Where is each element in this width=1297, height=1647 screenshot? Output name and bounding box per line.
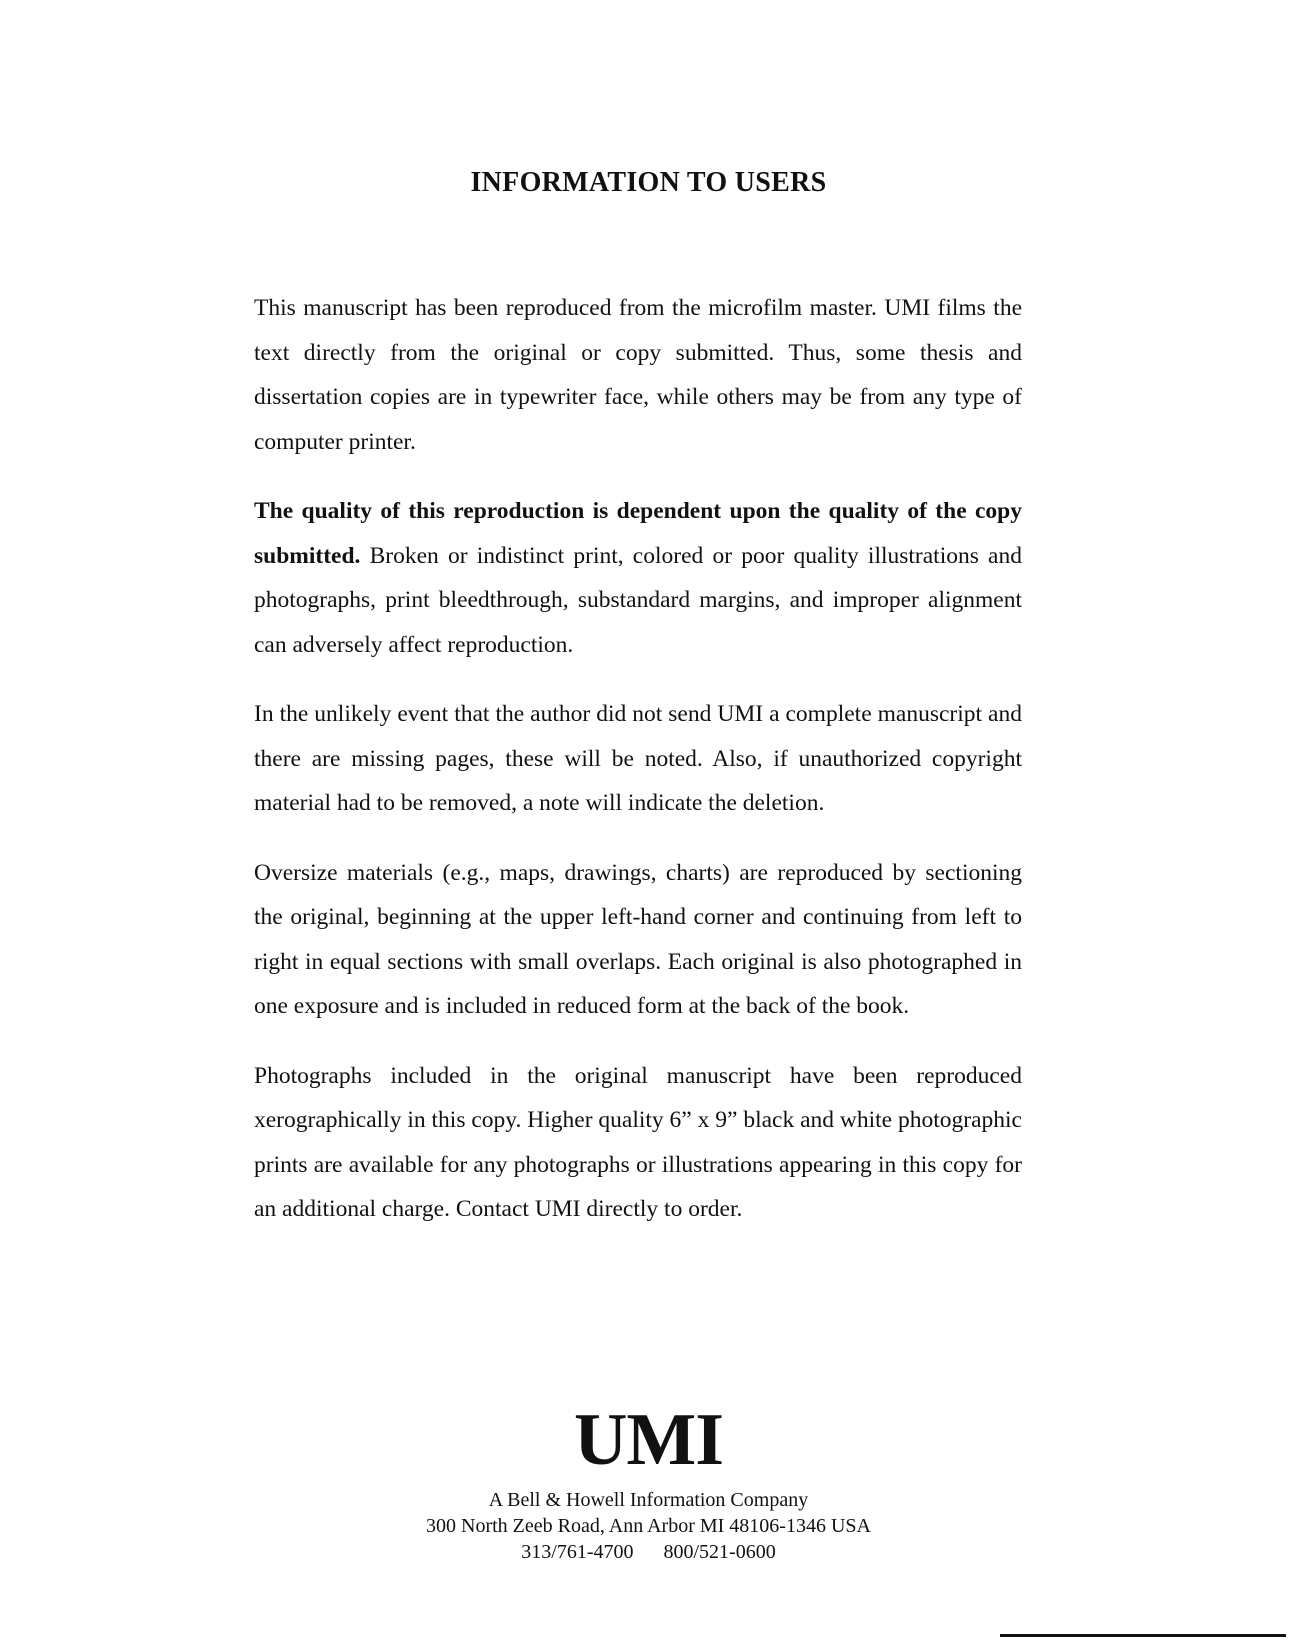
paragraph-missing-pages <box>254 692 1022 826</box>
paragraph-text: This manuscript has been reproduced from the microfilm master. UMI films the text directly from the original or copy submitted. Thus, some thesis and dissertation copies are in typewriter face, while others may be from any type of computer printer. <box>254 295 1022 455</box>
paragraph-photographs <box>254 1054 1022 1232</box>
umi-logo: UMI <box>573 1399 724 1481</box>
phone-numbers <box>0 1539 1297 1565</box>
company-address: 300 North Zeeb Road, Ann Arbor MI 48106-1346 USA <box>426 1515 871 1537</box>
paragraph-text: Broken or indistinct print, colored or poor quality illustrations and photographs, print bleedthrough, substandard margins, and improper alignment can adversely affect reproduction. <box>254 542 1022 658</box>
page-title: INFORMATION TO USERS <box>470 167 827 198</box>
paragraph-bold-lead: The quality of this reproduction is dependent upon the quality of the copy submitted. <box>254 498 1022 569</box>
company-name: A Bell & Howell Information Company <box>488 1489 809 1511</box>
paragraph-text: In the unlikely event that the author did not send UMI a complete manuscript and there are missing pages, these will be noted. Also, if unauthorized copyright material had to be removed, a note will indicate the deletion. <box>254 701 1022 816</box>
paragraph-microfilm <box>254 286 1022 464</box>
body-text <box>254 286 1022 1257</box>
paragraph-text: Oversize materials (e.g., maps, drawings, charts) are reproduced by sectioning the original, beginning at the upper left-hand corner and continuing from left to right in equal sections with small overlaps. Each original is also photographed in one exposure and is included in reduced form at the back of the book. <box>254 859 1022 1019</box>
phone-number-1: 313/761-4700 <box>521 1541 634 1563</box>
corner-rule <box>1000 1634 1286 1637</box>
paragraph-quality <box>254 489 1022 667</box>
publisher-footer <box>0 1487 1297 1565</box>
paragraph-text: Photographs included in the original manuscript have been reproduced xerographically in this copy. Higher quality 6” x 9” black and white photographic prints are available for any photographs or illustrations appearing in this copy for an additional charge. Contact UMI directly to order. <box>254 1062 1022 1222</box>
paragraph-oversize <box>254 851 1022 1029</box>
phone-number-2: 800/521-0600 <box>663 1541 776 1563</box>
